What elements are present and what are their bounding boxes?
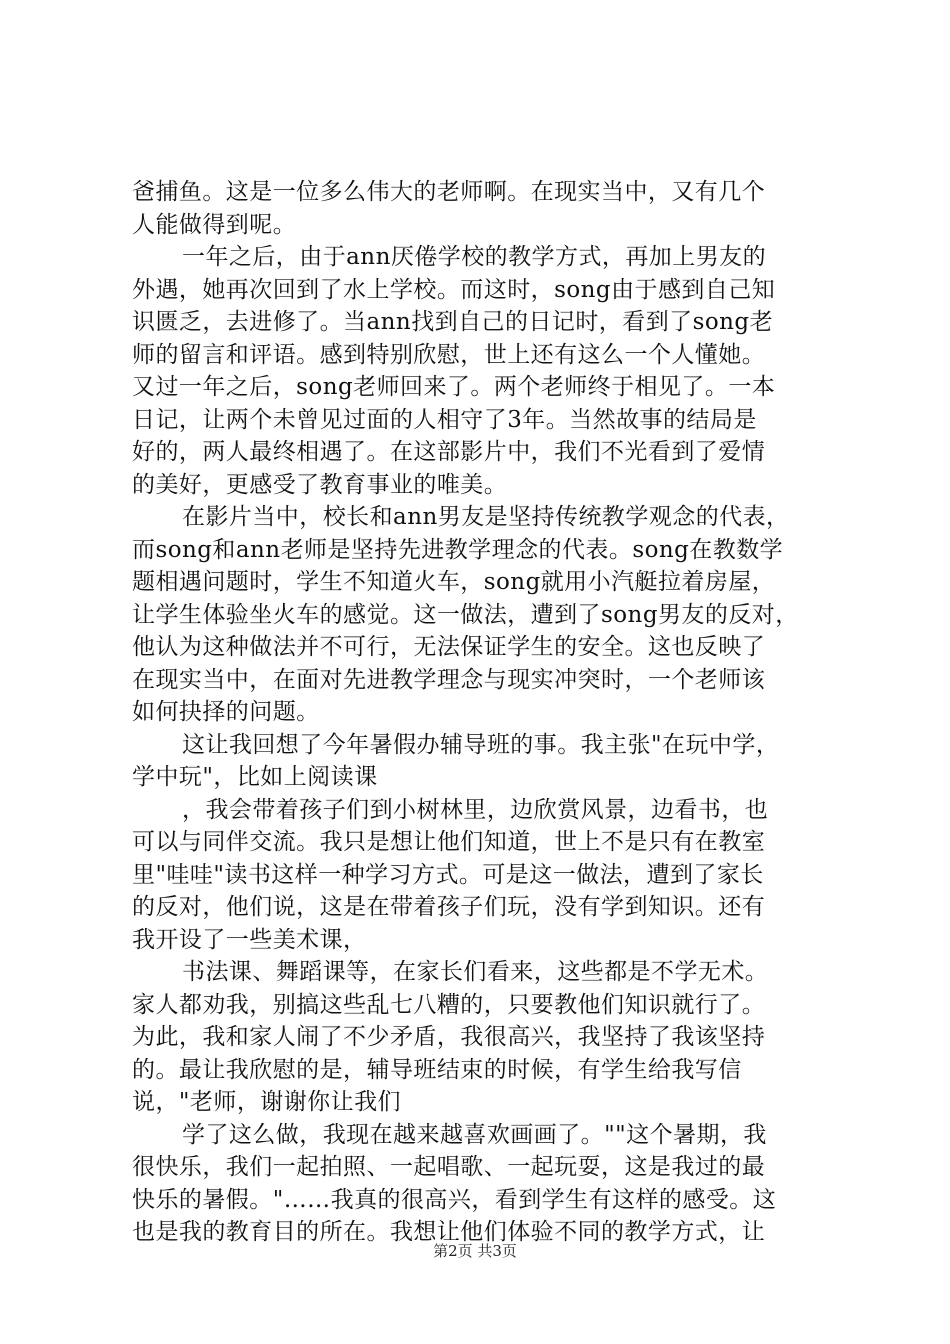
text-line: 爸捕鱼。这是一位多么伟大的老师啊。在现实当中，又有几个 <box>132 179 766 205</box>
text-line: 师的留言和评语。感到特别欣慰，世上还有这么一个人懂她。 <box>132 341 766 368</box>
text-line: 家人都劝我，别搞这些乱七八糟的，只要教他们知识就行了。 <box>132 991 766 1018</box>
text-line: 学中玩"，比如上阅读课 <box>132 764 378 790</box>
text-line: 题相遇问题时，学生不知道火车，song就用小汽艇拉着房屋， <box>132 569 776 595</box>
text-line: 而song和ann老师是坚持先进教学理念的代表。song在教数学 <box>132 536 784 563</box>
text-line: 的反对，他们说，这是在带着孩子们玩，没有学到知识。还有 <box>132 894 766 920</box>
text-line: 可以与同伴交流。我只是想让他们知道，世上不是只有在教室 <box>132 829 766 855</box>
text-line: 他认为这种做法并不可行，无法保证学生的安全。这也反映了 <box>132 634 766 660</box>
text-line: 为此，我和家人闹了不少矛盾，我很高兴，我坚持了我该坚持 <box>132 1024 766 1050</box>
text-line: 外遇，她再次回到了水上学校。而这时，song由于感到自己知 <box>132 276 776 303</box>
text-line: 学了这么做，我现在越来越喜欢画画了。""这个暑期，我 <box>182 1121 767 1148</box>
text-line: ，我会带着孩子们到小树林里，边欣赏风景，边看书，也 <box>182 796 769 823</box>
text-line: 在影片当中，校长和ann男友是坚持传统教学观念的代表， <box>182 504 790 530</box>
text-line: 让学生体验坐火车的感觉。这一做法，遭到了song男友的反对， <box>132 601 799 628</box>
document-body <box>132 176 832 1249</box>
text-line: 我开设了一些美术课， <box>132 926 367 953</box>
text-line: 书法课、舞蹈课等，在家长们看来，这些都是不学无术。 <box>182 959 769 985</box>
text-line: 快乐的暑假。"……我真的很高兴，看到学生有这样的感受。这 <box>132 1186 777 1213</box>
text-line: 很快乐，我们一起拍照、一起唱歌、一起玩耍，这是我过的最 <box>132 1154 766 1180</box>
text-line: 这让我回想了今年暑假办辅导班的事。我主张"在玩中学， <box>182 731 780 758</box>
text-line: 的。最让我欣慰的是，辅导班结束的时候，有学生给我写信 <box>132 1056 742 1083</box>
text-line: 的美好，更感受了教育事业的唯美。 <box>132 471 508 498</box>
page-footer: 第2页 共3页 <box>433 1242 517 1260</box>
text-line: 人能做得到呢。 <box>132 211 297 238</box>
text-line: 好的，两人最终相遇了。在这部影片中，我们不光看到了爱情 <box>132 439 766 465</box>
text-line: 识匮乏，去进修了。当ann找到自己的日记时，看到了song老 <box>132 309 774 335</box>
text-line: 也是我的教育目的所在。我想让他们体验不同的教学方式，让 <box>132 1219 766 1245</box>
text-line: 如何抉择的问题。 <box>132 699 320 725</box>
text-line: 一年之后，由于ann厌倦学校的教学方式，再加上男友的 <box>182 244 767 270</box>
text-line: 又过一年之后，song老师回来了。两个老师终于相见了。一本 <box>132 374 776 400</box>
text-line: 在现实当中，在面对先进教学理念与现实冲突时，一个老师该 <box>132 666 766 693</box>
text-line: 日记，让两个未曾见过面的人相守了3年。当然故事的结局是 <box>132 406 757 433</box>
text-line: 说，"老师，谢谢你让我们 <box>132 1089 401 1115</box>
text-line: 里"哇哇"读书这样一种学习方式。可是这一做法，遭到了家长 <box>132 861 764 888</box>
